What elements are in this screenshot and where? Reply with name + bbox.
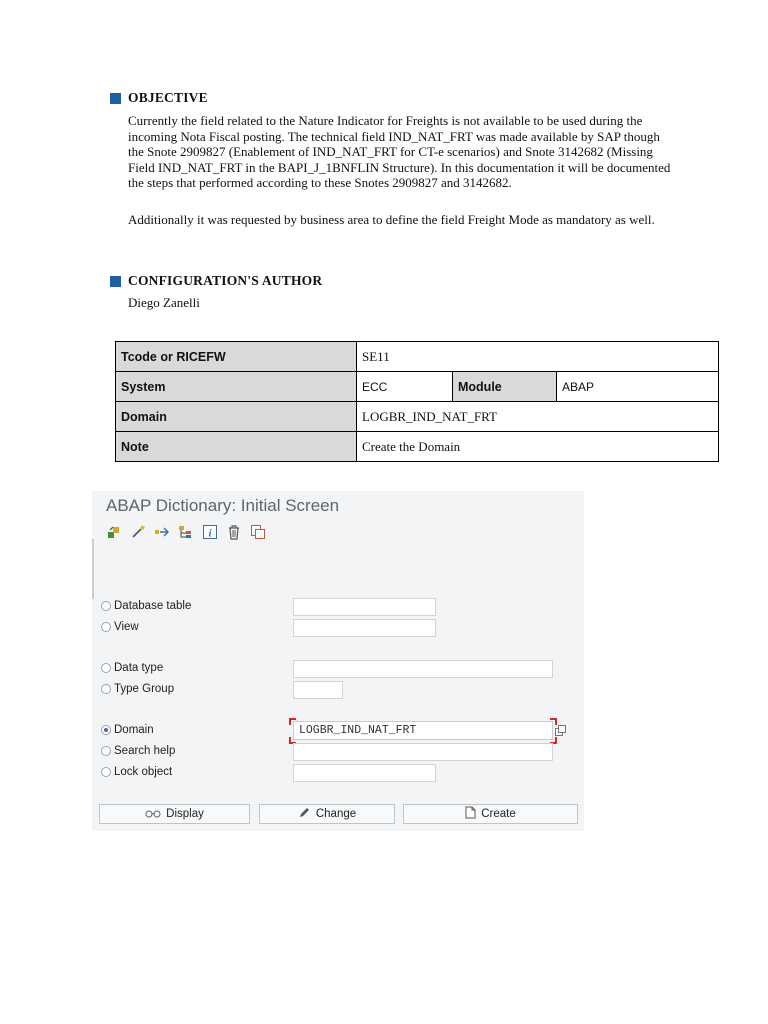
note-label: Note <box>116 432 357 462</box>
config-table <box>115 341 719 462</box>
glasses-icon <box>145 808 161 821</box>
hierarchy-icon[interactable] <box>178 524 194 540</box>
bullet-square-icon <box>110 93 121 104</box>
module-value: ABAP <box>557 372 719 402</box>
option-label: Type Group <box>114 683 175 695</box>
delete-icon[interactable] <box>226 524 242 540</box>
radio-button-selected[interactable] <box>101 725 111 735</box>
objective-title: OBJECTIVE <box>128 90 208 105</box>
system-value: ECC <box>357 372 453 402</box>
search-help-input[interactable] <box>293 743 553 761</box>
objective-paragraph-1: Currently the field related to the Nature Indicator for Freights is not available to be used during the incoming Nota Fiscal posting. The technical field IND_NAT_FRT was made available by SAP though the Snote 2909827 (Enablement of IND_NAT_FRT for CT-e scenarios) and Snote 3142682 (Missing Field IND_NAT_FRT in the BAPI_J_1BNFLIN Structure). In this documentation it will be documented the steps that performed according to these Snotes 2909827 and 3142682. <box>128 113 671 191</box>
create-button-label: Create <box>481 808 516 820</box>
table-row <box>116 432 719 462</box>
option-view[interactable] <box>101 621 139 633</box>
type-group-input[interactable] <box>293 681 343 699</box>
option-label: Database table <box>114 600 192 612</box>
info-icon[interactable] <box>202 524 218 540</box>
data-type-input[interactable] <box>293 660 553 678</box>
table-row <box>116 342 719 372</box>
change-button-label: Change <box>315 808 357 820</box>
option-data-type[interactable] <box>101 662 163 674</box>
change-button[interactable] <box>259 804 395 824</box>
tcode-value: SE11 <box>357 342 719 372</box>
svg-text:i: i <box>208 527 212 540</box>
database-table-input[interactable] <box>293 598 436 616</box>
table-row <box>116 372 719 402</box>
value-help-icon[interactable] <box>555 724 567 736</box>
option-label: View <box>114 621 139 633</box>
radio-button[interactable] <box>101 601 111 611</box>
option-domain[interactable] <box>101 724 154 736</box>
other-object-icon[interactable] <box>106 524 122 540</box>
bullet-square-icon <box>110 276 121 287</box>
create-button[interactable] <box>403 804 578 824</box>
author-name: Diego Zanelli <box>128 295 200 310</box>
objective-heading <box>110 90 208 106</box>
focus-corner-icon <box>289 718 296 725</box>
option-label: Domain <box>114 724 154 736</box>
wizard-icon[interactable] <box>130 524 146 540</box>
table-row <box>116 402 719 432</box>
toolbar <box>106 524 266 540</box>
domain-value: LOGBR_IND_NAT_FRT <box>357 402 719 432</box>
screen-title: ABAP Dictionary: Initial Screen <box>106 496 340 515</box>
radio-button[interactable] <box>101 663 111 673</box>
view-input[interactable] <box>293 619 436 637</box>
new-document-icon <box>465 806 476 822</box>
where-used-icon[interactable] <box>154 524 170 540</box>
display-button-label: Display <box>166 808 204 820</box>
radio-button[interactable] <box>101 622 111 632</box>
option-database-table[interactable] <box>101 600 191 612</box>
option-label: Lock object <box>114 766 173 778</box>
pencil-icon <box>298 806 311 822</box>
module-label: Module <box>453 372 557 402</box>
option-search-help[interactable] <box>101 745 175 757</box>
copy-icon[interactable] <box>250 524 266 540</box>
author-title: CONFIGURATION'S AUTHOR <box>128 273 323 288</box>
sap-screenshot <box>92 491 584 831</box>
tcode-label: Tcode or RICEFW <box>116 342 357 372</box>
note-value: Create the Domain <box>357 432 719 462</box>
domain-input[interactable]: LOGBR_IND_NAT_FRT <box>293 721 553 740</box>
option-label: Data type <box>114 662 164 674</box>
display-button[interactable] <box>99 804 250 824</box>
domain-label: Domain <box>116 402 357 432</box>
author-heading <box>110 273 322 289</box>
radio-button[interactable] <box>101 684 111 694</box>
objective-paragraph-2: Additionally it was requested by business area to define the field Freight Mode as mandatory as well. <box>128 212 655 227</box>
system-label: System <box>116 372 357 402</box>
left-divider <box>92 539 94 599</box>
lock-object-input[interactable] <box>293 764 436 782</box>
option-label: Search help <box>114 745 176 757</box>
option-type-group[interactable] <box>101 683 174 695</box>
radio-button[interactable] <box>101 746 111 756</box>
option-lock-object[interactable] <box>101 766 172 778</box>
radio-button[interactable] <box>101 767 111 777</box>
